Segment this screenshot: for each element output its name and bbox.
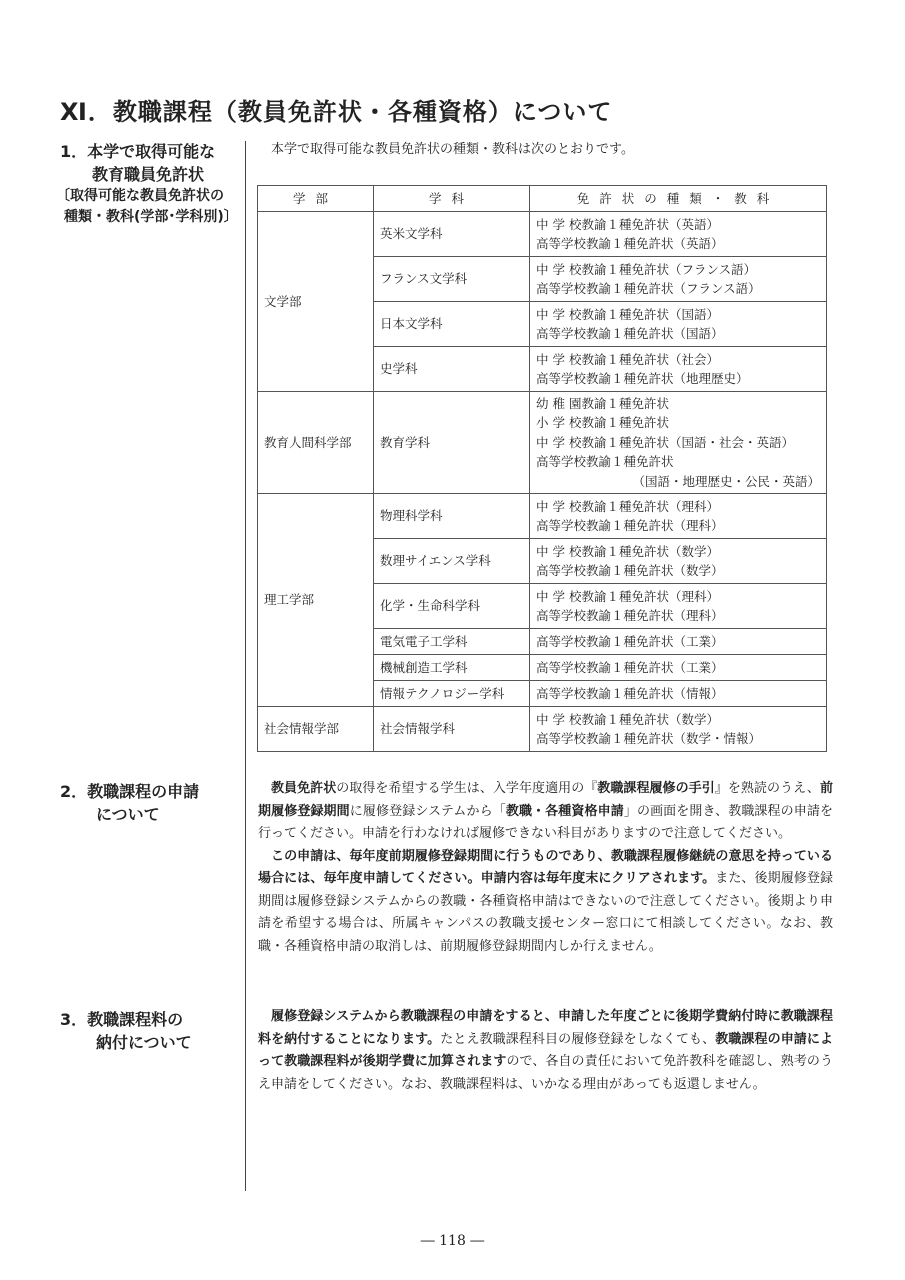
body-text: 」の画面を開き、教職課程の申請を行ってください。申請を行わなければ履修できない科目がありますので注意してください。 (258, 803, 833, 841)
body-text: の取得を希望する学生は、入学年度適用の『 (336, 781, 598, 796)
license-cell (530, 347, 827, 392)
section-3-heading (60, 1008, 192, 1054)
emphasis-text: 教職課程履修の手引 (597, 781, 715, 796)
emphasis-text: 履修登録システムから教職課程の申請をすると、申請した年度ごとに後期学費納付時に教職課程料を納付することになります。 (258, 1009, 833, 1047)
license-cell (530, 629, 827, 655)
license-line: 中 学 校教諭１種免許状（数学） (536, 711, 719, 727)
body-text: たとえ教職課程科目の履修登録をしなくても、 (440, 1031, 716, 1047)
department-cell: 化学・生命科学科 (374, 584, 530, 629)
department-cell: 数理サイエンス学科 (374, 539, 530, 584)
section-1-heading-line1: 本学で取得可能な (87, 142, 216, 161)
license-table (257, 185, 827, 752)
header-department: 学科 (374, 186, 530, 212)
section-1-sub-line1: 〔取得可能な教員免許状の (56, 188, 224, 204)
license-line: （国語・地理歴史・公民・英語） (632, 473, 820, 489)
body-text: に履修登録システムから「 (349, 803, 506, 819)
license-cell (530, 539, 827, 584)
license-line: 中 学 校教諭１種免許状（国語・社会・英語） (536, 434, 794, 450)
emphasis-text: 教員免許状 (271, 781, 337, 796)
faculty-cell: 社会情報学部 (258, 707, 374, 752)
department-cell: 情報テクノロジー学科 (374, 681, 530, 707)
license-line: 中 学 校教諭１種免許状（数学） (536, 543, 719, 559)
license-line: 中 学 校教諭１種免許状（国語） (536, 306, 719, 322)
section-2-heading (60, 780, 199, 826)
intro-text: 本学で取得可能な教員免許状の種類・教科は次のとおりです。 (271, 142, 634, 157)
page-title: Ⅺ．教職課程（教員免許状・各種資格）について (60, 98, 613, 126)
section-1-heading-line2: 教育職員免許状 (92, 165, 205, 184)
table-row (258, 707, 827, 752)
license-line: 高等学校教諭１種免許状（情報） (536, 685, 724, 701)
faculty-cell: 文学部 (258, 212, 374, 392)
license-line: 高等学校教諭１種免許状（工業） (536, 633, 724, 649)
emphasis-text: 教職・各種資格申請 (505, 803, 624, 819)
license-line: 高等学校教諭１種免許状（英語） (536, 236, 724, 251)
section-1-sub-line2: 種類・教科(学部･学科別)〕 (64, 209, 238, 225)
license-line: 中 学 校教諭１種免許状（フランス語） (536, 261, 757, 277)
section-2-number: 2． (60, 782, 88, 801)
license-line: 高等学校教諭１種免許状（理科） (536, 518, 724, 533)
faculty-cell: 教育人間科学部 (258, 392, 374, 494)
license-line: 中 学 校教諭１種免許状（英語） (536, 216, 719, 232)
license-line: 小 学 校教諭１種免許状 (536, 415, 669, 431)
license-line: 高等学校教諭１種免許状（フランス語） (536, 281, 761, 296)
department-cell: 機械創造工学科 (374, 655, 530, 681)
license-line: 中 学 校教諭１種免許状（理科） (536, 588, 719, 604)
license-cell (530, 302, 827, 347)
body-text: 』を熟読のうえ、 (714, 781, 820, 796)
license-cell (530, 584, 827, 629)
license-line: 高等学校教諭１種免許状（数学） (536, 563, 724, 578)
department-cell: フランス文学科 (374, 257, 530, 302)
section-1-heading (56, 140, 238, 228)
section-2-heading-line2: について (96, 805, 160, 824)
license-line: 高等学校教諭１種免許状（数学・情報） (536, 731, 762, 746)
section-2-paragraph-2 (258, 846, 833, 959)
section-3-heading-line1: 教職課程料の (87, 1010, 184, 1029)
license-line: 中 学 校教諭１種免許状（理科） (536, 498, 719, 514)
table-row (258, 494, 827, 539)
license-line: 幼 稚 園教諭１種免許状 (536, 395, 669, 411)
department-cell: 日本文学科 (374, 302, 530, 347)
department-cell: 教育学科 (374, 392, 530, 494)
section-3-paragraph-1 (258, 1006, 833, 1096)
section-2-heading-line1: 教職課程の申請 (87, 782, 200, 801)
department-cell: 社会情報学科 (374, 707, 530, 752)
license-cell (530, 707, 827, 752)
vertical-divider (245, 141, 246, 1191)
emphasis-text: 前期履修登録期間 (258, 781, 833, 819)
emphasis-text: 教職課程の申請によって教職課程料が後期学費に加算されます (258, 1031, 833, 1069)
license-line: 高等学校教諭１種免許状 (536, 454, 674, 470)
license-cell (530, 655, 827, 681)
header-license: 免許状の種類・教科 (530, 186, 827, 212)
section-1-number: 1． (60, 142, 88, 161)
department-cell: 電気電子工学科 (374, 629, 530, 655)
section-3-number: 3． (60, 1010, 88, 1029)
faculty-cell: 理工学部 (258, 494, 374, 707)
section-2-body (258, 778, 833, 958)
table-row (258, 212, 827, 257)
license-cell (530, 494, 827, 539)
section-3-heading-line2: 納付について (96, 1033, 192, 1052)
department-cell: 物理科学科 (374, 494, 530, 539)
license-line: 高等学校教諭１種免許状（理科） (536, 608, 724, 623)
department-cell: 史学科 (374, 347, 530, 392)
license-line: 中 学 校教諭１種免許状（社会） (536, 351, 719, 367)
license-cell (530, 257, 827, 302)
license-cell (530, 212, 827, 257)
section-2-paragraph-1 (258, 778, 833, 846)
header-faculty: 学部 (258, 186, 374, 212)
page-number: ― 118 ― (420, 1233, 485, 1249)
section-3-body (258, 1006, 833, 1096)
department-cell: 英米文学科 (374, 212, 530, 257)
license-cell (530, 392, 827, 494)
table-header-row (258, 186, 827, 212)
table-row (258, 392, 827, 494)
body-text: また、後期履修登録期間は履修登録システムからの教職・各種資格申請はできないので注意してください。後期より申請を希望する場合は、所属キャンパスの教職支援センター窓口にて相談してください。なお、教職・各種資格申請の取消しは、前期履修登録期間内しか行えません。 (258, 871, 833, 954)
license-cell (530, 681, 827, 707)
license-line: 高等学校教諭１種免許状（国語） (536, 326, 724, 341)
emphasis-text: この申請は、毎年度前期履修登録期間に行うものであり、教職課程履修継続の意思を持っている場合には、毎年度申請してください。申請内容は毎年度末にクリアされます。 (258, 848, 833, 886)
license-line: 高等学校教諭１種免許状（地理歴史） (536, 371, 749, 386)
license-line: 高等学校教諭１種免許状（工業） (536, 659, 724, 675)
body-text: ので、各自の責任において免許教科を確認し、熟考のうえ申請をしてください。なお、教職課程料は、いかなる理由があっても返還しません。 (258, 1054, 833, 1092)
